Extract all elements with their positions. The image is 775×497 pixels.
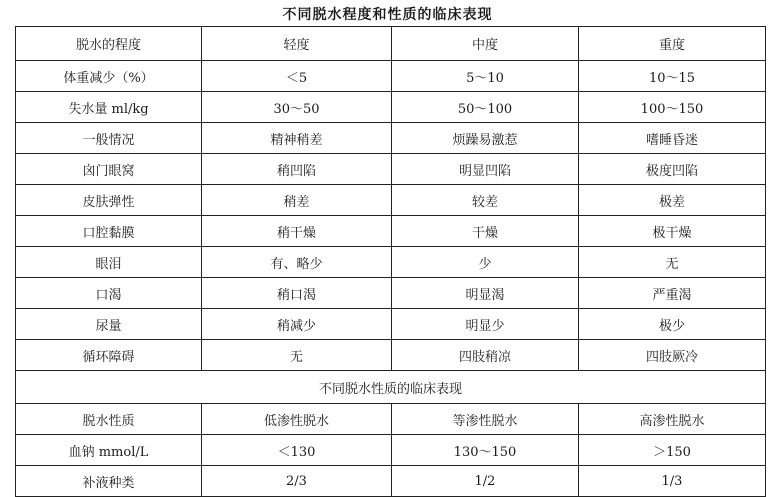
table-cell: 1/3: [579, 466, 766, 497]
table-cell: 5～10: [392, 61, 579, 92]
row-label-cell: 皮肤弹性: [16, 185, 202, 216]
table-cell: 130～150: [392, 435, 579, 466]
nature-header-row: [16, 404, 766, 435]
row-label-cell: 口腔黏膜: [16, 216, 202, 247]
table-cell: 50～100: [392, 92, 579, 123]
table-row: [16, 154, 766, 185]
table-row: [16, 123, 766, 154]
page-title: 不同脱水程度和性质的临床表现: [282, 7, 493, 23]
table-cell: 极干燥: [579, 216, 766, 247]
table-row: [16, 247, 766, 278]
table-cell: 较差: [392, 185, 579, 216]
table-cell: 1/2: [392, 466, 579, 497]
header-cell: 脱水性质: [16, 404, 202, 435]
degree-section: [16, 27, 766, 371]
row-label-cell: 尿量: [16, 309, 202, 340]
header-cell: 高渗性脱水: [579, 404, 766, 435]
table-cell: 稍凹陷: [202, 154, 392, 185]
table-cell: 严重渴: [579, 278, 766, 309]
table-cell: 极差: [579, 185, 766, 216]
row-label-cell: 口渴: [16, 278, 202, 309]
degree-header-row: [16, 27, 766, 61]
table-cell: 无: [579, 247, 766, 278]
row-label-cell: 囟门眼窝: [16, 154, 202, 185]
row-label-cell: 一般情况: [16, 123, 202, 154]
table-row: [16, 435, 766, 466]
table-cell: 精神稍差: [202, 123, 392, 154]
header-cell: 等渗性脱水: [392, 404, 579, 435]
table-cell: 有、略少: [202, 247, 392, 278]
table-cell: 明显少: [392, 309, 579, 340]
header-cell: 低渗性脱水: [202, 404, 392, 435]
row-label-cell: 补液种类: [16, 466, 202, 497]
nature-rows: [16, 435, 766, 497]
table-cell: 稍干燥: [202, 216, 392, 247]
row-label-cell: 眼泪: [16, 247, 202, 278]
table-cell: 30～50: [202, 92, 392, 123]
table-row: [16, 92, 766, 123]
table-cell: ＞150: [579, 435, 766, 466]
table-cell: ＜5: [202, 61, 392, 92]
dehydration-table: [15, 26, 766, 497]
table-cell: 10～15: [579, 61, 766, 92]
row-label-cell: 体重减少（%）: [16, 61, 202, 92]
table-cell: 干燥: [392, 216, 579, 247]
row-label-cell: 血钠 mmol/L: [16, 435, 202, 466]
table-cell: 稍口渴: [202, 278, 392, 309]
table-row: [16, 61, 766, 92]
row-label-cell: 失水量 ml/kg: [16, 92, 202, 123]
table-row: [16, 466, 766, 497]
table-row: [16, 340, 766, 371]
table-cell: 明显渴: [392, 278, 579, 309]
table-row: [16, 185, 766, 216]
header-cell: 脱水的程度: [16, 27, 202, 61]
nature-section: [16, 371, 766, 435]
header-cell: 轻度: [202, 27, 392, 61]
subtitle-row: [16, 371, 766, 404]
row-label-cell: 循环障碍: [16, 340, 202, 371]
table-cell: 无: [202, 340, 392, 371]
table-cell: 少: [392, 247, 579, 278]
table-cell: 四肢稍凉: [392, 340, 579, 371]
table-cell: 明显凹陷: [392, 154, 579, 185]
table-row: [16, 278, 766, 309]
header-cell: 重度: [579, 27, 766, 61]
section-subtitle: 不同脱水性质的临床表现: [16, 371, 766, 404]
table-cell: 稍减少: [202, 309, 392, 340]
table-cell: 100～150: [579, 92, 766, 123]
table-row: [16, 309, 766, 340]
header-cell: 中度: [392, 27, 579, 61]
table-cell: 2/3: [202, 466, 392, 497]
table-cell: 烦躁易激惹: [392, 123, 579, 154]
table-cell: 稍差: [202, 185, 392, 216]
table-cell: 四肢厥冷: [579, 340, 766, 371]
table-cell: 极度凹陷: [579, 154, 766, 185]
table-cell: 嗜睡昏迷: [579, 123, 766, 154]
table-cell: ＜130: [202, 435, 392, 466]
table-cell: 极少: [579, 309, 766, 340]
table-row: [16, 216, 766, 247]
